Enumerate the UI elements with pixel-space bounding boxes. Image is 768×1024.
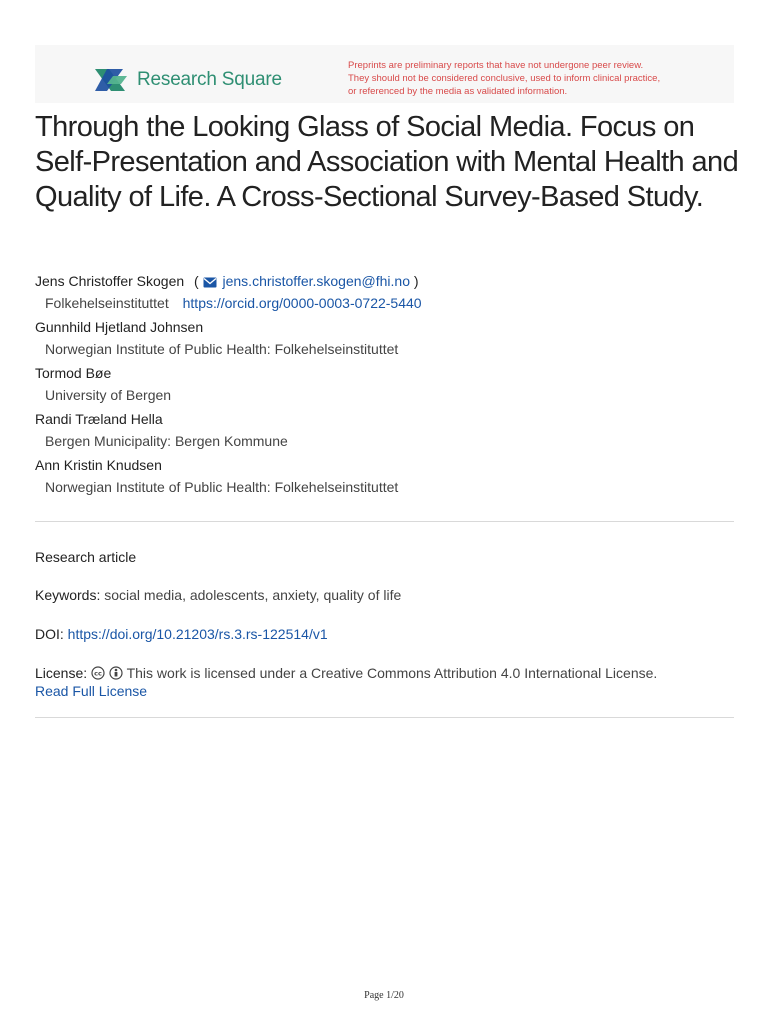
keywords-value: social media, adolescents, anxiety, quality of life — [104, 587, 402, 603]
license-row — [35, 664, 735, 700]
article-type — [35, 548, 735, 566]
paper-title: Through the Looking Glass of Social Media. Focus on Self-Presentation and Association with Mental Health and Quality of Life. A Cross-Sectional Survey-Based Study. — [35, 111, 739, 213]
divider — [35, 717, 734, 718]
author-affiliation: Norwegian Institute of Public Health: Folkehelseinstituttet — [45, 479, 399, 495]
keywords-row — [35, 586, 735, 604]
cc-icon — [91, 666, 105, 680]
by-icon — [109, 666, 123, 680]
author-entry — [35, 318, 735, 358]
author-affiliation: University of Bergen — [45, 387, 172, 403]
doi-link[interactable]: https://doi.org/10.21203/rs.3.rs-122514/v1 — [67, 626, 328, 642]
author-entry — [35, 456, 735, 496]
disclaimer-line: They should not be considered conclusive, used to inform clinical practice, — [348, 73, 661, 84]
author-entry — [35, 272, 735, 312]
author-email-link[interactable] — [203, 273, 414, 289]
author-name: Randi Træland Hella — [35, 411, 163, 427]
author-name: Ann Kristin Knudsen — [35, 457, 162, 473]
license-text: This work is licensed under a Creative Commons Attribution 4.0 International License. — [126, 665, 658, 681]
divider — [35, 521, 734, 522]
author-name-line — [35, 272, 735, 290]
author-entry — [35, 410, 735, 450]
page-number: Page 1/20 — [364, 990, 404, 1001]
author-list — [35, 272, 735, 502]
author-entry — [35, 364, 735, 404]
author-affiliation: Norwegian Institute of Public Health: Folkehelseinstituttet — [45, 341, 399, 357]
author-affiliation-line — [35, 294, 735, 312]
article-type-label: Research article — [35, 549, 137, 565]
disclaimer-line: Preprints are preliminary reports that have not undergone peer review. — [348, 60, 644, 71]
svg-text:cc: cc — [94, 669, 102, 678]
doi-label: DOI: — [35, 626, 64, 642]
research-square-logo[interactable] — [93, 64, 282, 96]
disclaimer-line: or referenced by the media as validated information. — [348, 86, 568, 97]
author-name: Tormod Bøe — [35, 365, 112, 381]
author-name: Gunnhild Hjetland Johnsen — [35, 319, 204, 335]
email-close-paren: ) — [413, 273, 419, 289]
logo-text: Research Square — [137, 69, 282, 90]
author-affiliation: Bergen Municipality: Bergen Kommune — [45, 433, 288, 449]
envelope-icon — [203, 277, 217, 288]
doi-row — [35, 625, 735, 643]
keywords-label: Keywords: — [35, 587, 101, 603]
research-square-logo-icon — [93, 65, 129, 95]
license-label: License: — [35, 665, 88, 681]
orcid-link[interactable]: https://orcid.org/0000-0003-0722-5440 — [182, 295, 422, 311]
read-full-license-link[interactable]: Read Full License — [35, 683, 148, 699]
author-email: jens.christoffer.skogen@fhi.no — [222, 273, 411, 289]
author-name: Jens Christoffer Skogen — [35, 273, 185, 289]
preprint-disclaimer — [348, 59, 728, 98]
email-open-paren: ( — [194, 273, 199, 289]
author-affiliation: Folkehelseinstituttet — [45, 295, 169, 311]
